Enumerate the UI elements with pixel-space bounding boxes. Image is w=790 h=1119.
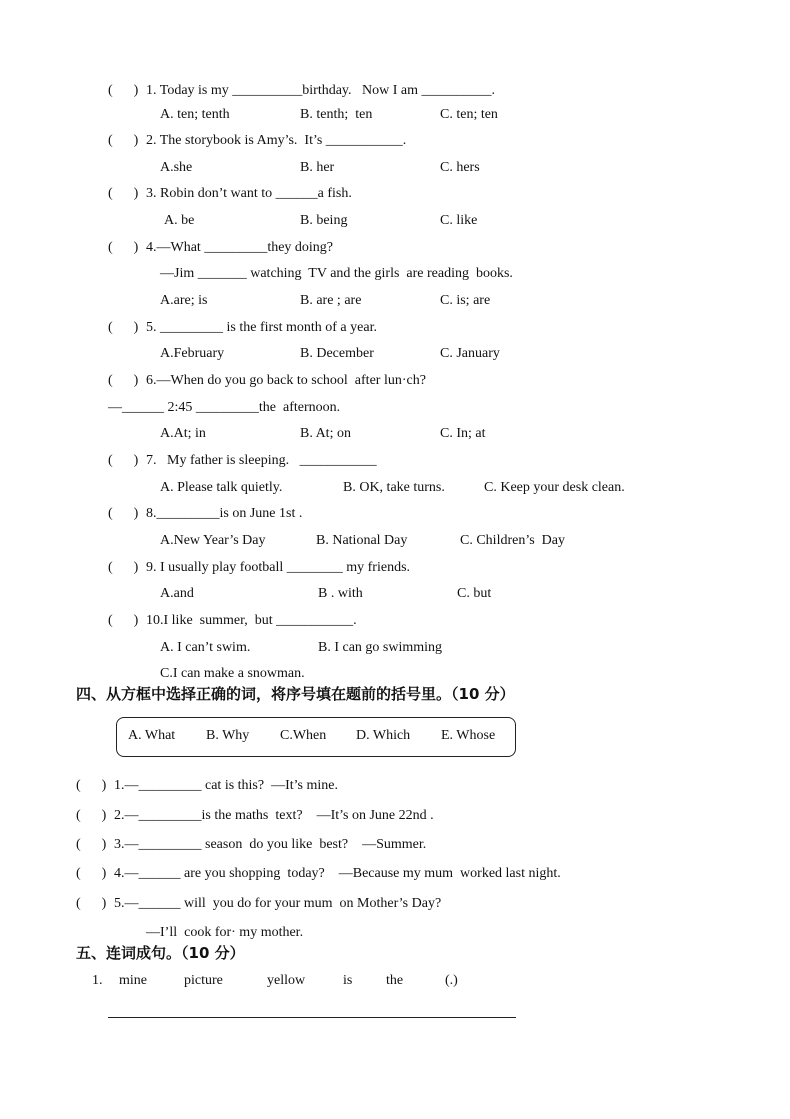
answer-bracket[interactable]: ( ): [76, 778, 107, 793]
question-6-line2: —______ 2:45 _________the afternoon.: [108, 400, 341, 415]
question-2-option-a: A.she: [160, 160, 193, 175]
section-4-title: 四、从方框中选择正确的词，将序号填在题前的括号里。（10 分）: [76, 685, 515, 703]
question-2-option-c: C. hers: [440, 160, 480, 175]
word-picture: picture: [184, 973, 223, 988]
question-3-option-c: C. like: [440, 213, 478, 228]
question-8-option-b: B. National Day: [316, 533, 408, 548]
question-5-stem: 5. _________ is the first month of a year.: [146, 320, 377, 335]
sentence-1-number: 1.: [92, 973, 103, 988]
question-9-option-c: C. but: [457, 586, 492, 601]
question-4-option-c: C. is; are: [440, 293, 491, 308]
question-1-option-c: C. ten; ten: [440, 107, 498, 122]
question-7-option-c: C. Keep your desk clean.: [484, 480, 625, 495]
question-8-option-c: C. Children’s Day: [460, 533, 565, 548]
word-option-d: D. Which: [356, 728, 411, 743]
answer-bracket[interactable]: ( ): [108, 83, 139, 98]
question-9-option-b: B . with: [318, 586, 363, 601]
question-6-option-b: B. At; on: [300, 426, 351, 441]
answer-bracket[interactable]: ( ): [76, 896, 107, 911]
question-6-option-c: C. In; at: [440, 426, 486, 441]
answer-bracket[interactable]: ( ): [76, 837, 107, 852]
answer-writing-line[interactable]: [108, 1017, 516, 1018]
question-5-option-b: B. December: [300, 346, 374, 361]
fill-item-5-answer: —I’ll cook for· my mother.: [146, 925, 304, 940]
fill-item-5: 5.—______ will you do for your mum on Mother’s Day?: [114, 896, 442, 911]
answer-bracket[interactable]: ( ): [76, 866, 107, 881]
question-4-option-a: A.are; is: [160, 293, 208, 308]
question-2-option-b: B. her: [300, 160, 335, 175]
question-8-stem: 8._________is on June 1st .: [146, 506, 303, 521]
answer-bracket[interactable]: ( ): [108, 133, 139, 148]
word-mine: mine: [119, 973, 147, 988]
question-8-option-a: A.New Year’s Day: [160, 533, 266, 548]
answer-bracket[interactable]: ( ): [108, 453, 139, 468]
question-5-option-a: A.February: [160, 346, 225, 361]
word-is: is: [343, 973, 353, 988]
question-10-stem: 10.I like summer, but ___________.: [146, 613, 357, 628]
question-2-stem: 2. The storybook is Amy’s. It’s ___________.: [146, 133, 407, 148]
question-7-option-b: B. OK, take turns.: [343, 480, 445, 495]
fill-item-4: 4.—______ are you shopping today? —Because my mum worked last night.: [114, 866, 561, 881]
question-4-line2: —Jim _______ watching TV and the girls are reading books.: [160, 266, 513, 281]
word-option-e: E. Whose: [441, 728, 496, 743]
fill-item-1: 1.—_________ cat is this? —It’s mine.: [114, 778, 338, 793]
answer-bracket[interactable]: ( ): [76, 808, 107, 823]
question-4-stem: 4.—What _________they doing?: [146, 240, 334, 255]
question-7-option-a: A. Please talk quietly.: [160, 480, 283, 495]
answer-bracket[interactable]: ( ): [108, 240, 139, 255]
answer-bracket[interactable]: ( ): [108, 560, 139, 575]
question-9-option-a: A.and: [160, 586, 194, 601]
question-3-option-a: A. be: [164, 213, 195, 228]
fill-item-3: 3.—_________ season do you like best? —Summer.: [114, 837, 427, 852]
answer-bracket[interactable]: ( ): [108, 373, 139, 388]
question-7-stem: 7. My father is sleeping. ___________: [146, 453, 377, 468]
answer-bracket[interactable]: ( ): [108, 320, 139, 335]
question-6-option-a: A.At; in: [160, 426, 206, 441]
question-5-option-c: C. January: [440, 346, 500, 361]
word-option-a: A. What: [128, 728, 176, 743]
question-10-option-c: C.I can make a snowman.: [160, 666, 305, 681]
question-1-option-b: B. tenth; ten: [300, 107, 373, 122]
section-5-title: 五、连词成句。（10 分）: [76, 944, 245, 962]
word-option-b: B. Why: [206, 728, 250, 743]
word-option-c: C.When: [280, 728, 327, 743]
word-the: the: [386, 973, 404, 988]
question-3-stem: 3. Robin don’t want to ______a fish.: [146, 186, 352, 201]
answer-bracket[interactable]: ( ): [108, 506, 139, 521]
answer-bracket[interactable]: ( ): [108, 186, 139, 201]
question-1-stem: 1. Today is my __________birthday. Now I am __________.: [146, 83, 495, 98]
word-yellow: yellow: [267, 973, 306, 988]
question-4-option-b: B. are ; are: [300, 293, 362, 308]
fill-item-2: 2.—_________is the maths text? —It’s on June 22nd .: [114, 808, 434, 823]
question-1-option-a: A. ten; tenth: [160, 107, 230, 122]
answer-bracket[interactable]: ( ): [108, 613, 139, 628]
word-period: (.): [445, 973, 458, 988]
question-10-option-b: B. I can go swimming: [318, 640, 443, 655]
question-3-option-b: B. being: [300, 213, 348, 228]
question-10-option-a: A. I can’t swim.: [160, 640, 251, 655]
question-9-stem: 9. I usually play football ________ my friends.: [146, 560, 411, 575]
question-6-stem: 6.—When do you go back to school after lun·ch?: [146, 373, 426, 388]
